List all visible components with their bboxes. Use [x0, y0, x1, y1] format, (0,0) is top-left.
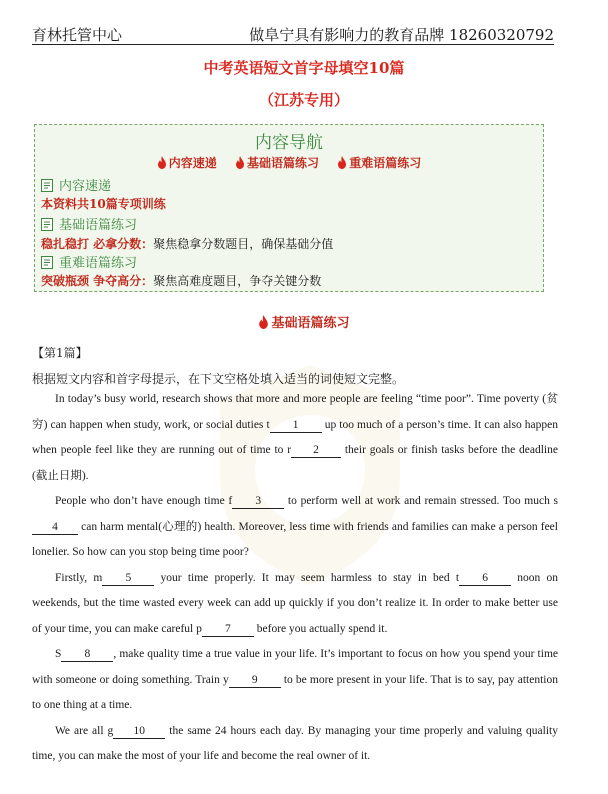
fire-icon [337, 156, 347, 169]
passage-number-label: 【第1篇】 [32, 346, 88, 360]
blank-8[interactable]: 8 [61, 647, 113, 662]
passage-paragraph: Firstly, m 5 your time properly. It may seem harmless to stay in bed t 6 noon on weekends, but the time wasted every week can add up quickly if you don’t realize it. In order to make better use of your time, you can make careful p 7 before you actually spend it. [32, 571, 559, 635]
nav-section-desc: 突破瓶颈 争夺高分：聚焦高难度题目，争夺关键分数 [41, 274, 322, 288]
blank-9[interactable]: 9 [229, 673, 281, 688]
nav-link-label: 基础语篇练习 [246, 156, 319, 170]
blank-10[interactable]: 10 [113, 724, 165, 739]
nav-section-desc: 稳扎稳打 必拿分数：聚焦稳拿分数题目，确保基础分值 [41, 237, 334, 251]
fire-icon [235, 156, 245, 169]
nav-section-desc: 本资料共10篇专项训练 [41, 197, 166, 211]
nav-section-heading: 内容速递 [41, 175, 111, 194]
blank-4[interactable]: 4 [32, 520, 78, 535]
fire-icon [157, 156, 167, 169]
passage-text [32, 387, 558, 770]
nav-link-label: 重难语篇练习 [349, 156, 422, 170]
header-org-name: 育林托管中心 [32, 26, 123, 44]
passage-paragraph: S 8 , make quality time a true value in your life. It’s important to focus on how you spend your time with someone or doing something. Train y 9 to be more present in your life. That is to say, pay attention to one thing at a time. [32, 648, 558, 711]
blank-7[interactable]: 7 [202, 622, 254, 637]
nav-title: 内容导航 [255, 133, 323, 153]
passage-paragraph: In today’s busy world, research shows that more and more people are feeling “time poor”. Time poverty (贫穷) can happen when study, work, or social duties t 1 up too much of a person’s time. It can also happen when people feel like they are running out of time to r 2 their goals or finish tasks before the deadline (截止日期). [32, 393, 558, 482]
content-navigation-box [34, 124, 544, 292]
blank-3[interactable]: 3 [232, 494, 284, 509]
document-title: 中考英语短文首字母填空10篇 [203, 59, 405, 77]
document-icon [41, 179, 53, 192]
section-heading: 基础语篇练习 [0, 312, 608, 331]
fire-icon [258, 315, 269, 329]
blank-6[interactable]: 6 [459, 571, 511, 586]
blank-5[interactable]: 5 [102, 571, 154, 586]
exercise-instruction: 根据短文内容和首字母提示，在下文空格处填入适当的词使短文完整。 [32, 372, 405, 386]
passage-paragraph: People who don’t have enough time f 3 to perform well at work and remain stressed. Too much s4 can harm mental(心理的) health. Moreover, less time with friends and families can make a person feel lonelier. So how can you stop being time poor? [32, 495, 558, 558]
document-subtitle: （江苏专用） [258, 91, 349, 109]
blank-2[interactable]: 2 [291, 443, 341, 458]
nav-link-label: 内容速递 [168, 156, 217, 170]
blank-1[interactable]: 1 [270, 418, 322, 433]
nav-section-heading: 重难语篇练习 [41, 252, 137, 271]
page-header [32, 26, 554, 45]
nav-link-basic-practice[interactable] [235, 156, 319, 170]
nav-link-hard-practice[interactable] [337, 156, 421, 170]
document-icon [41, 218, 53, 231]
passage-paragraph: We are all g 10 the same 24 hours each day. By managing your time properly and valuing quality time, you can make the most of your life and become the real owner of it. [32, 724, 558, 762]
nav-link-content-express[interactable] [157, 156, 217, 170]
nav-links [35, 154, 543, 171]
nav-section-heading: 基础语篇练习 [41, 214, 137, 233]
document-icon [41, 256, 53, 269]
header-slogan-phone: 做阜宁具有影响力的教育品牌 18260320792 [249, 26, 554, 44]
